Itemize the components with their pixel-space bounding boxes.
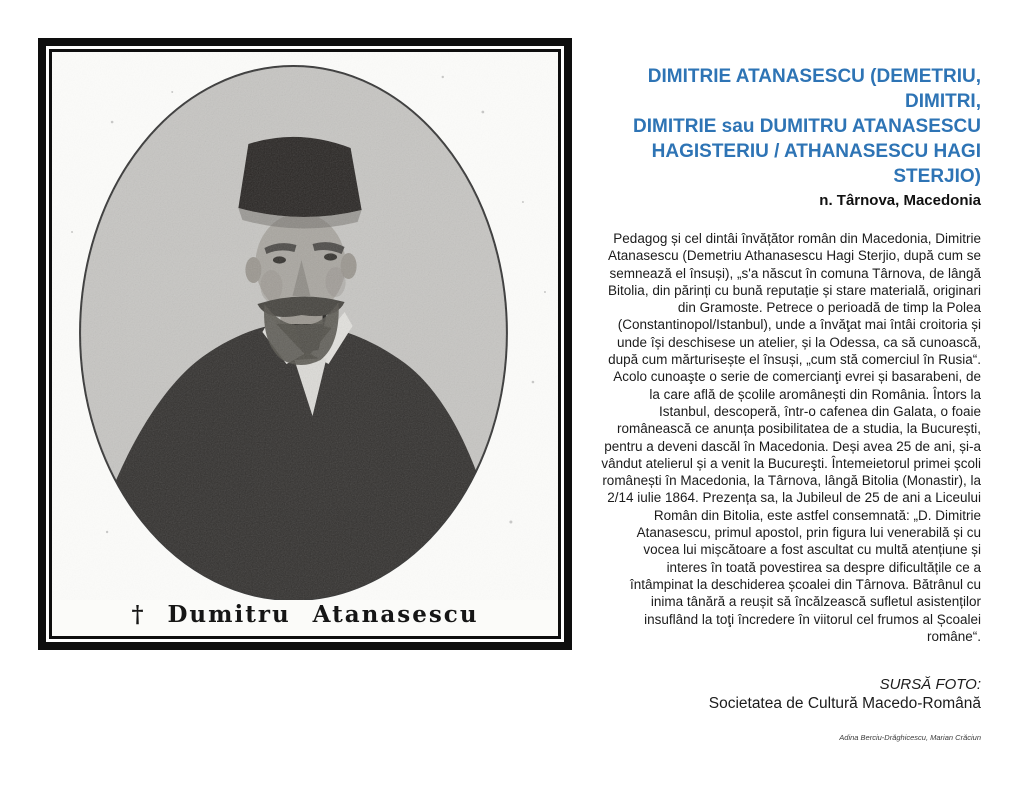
photo-source-value: Societatea de Cultură Macedo-Română xyxy=(708,695,981,713)
article-title xyxy=(600,64,981,189)
article-body-text: Pedagog și cel dintâi învățător român din Macedonia, Dimitrie Atanasescu (Demetriu Athanasescu Hagi Sterjio, după cum se semnează el însuși), „s'a născut în comuna Târnova, de lângă Bitolia, din părinți cu bună reputație și stare materială, originari din Gramoste. Petrece o perioadă de timp la Polea (Constantinopol/Istanbul), unde a învăţat mai întâi croitoria și unde își deschisese un atelier, și la Odessa, ca să cunoască, după cum mărturisește el însuși, „cum stă comerciul în Rusia“. Acolo cunoaşte o serie de comercianţi evrei și basarabeni, de la care află de școlile aromânești din România. Întors la Istanbul, descoperă, într-o cafenea din Galata, o foaie românească ce anunța posibilitatea de a studia, la București, pentru a deveni dascăl în Macedonia. Deși avea 25 de ani, și-a vândut atelierul și a venit la Bucureşti. Întemeietorul primei școli românești în Macedonia, la Târnova, lângă Bitolia (Monastir), la 2/14 iulie 1864. Prezența sa, la Jubileul de 25 de ani a Liceului Român din Bitolia, este astfel consemnată: „D. Dimitrie Atanasescu, primul apostol, prin figura lui venerabilă și cu vocea lui mișcătoare a fost ascultat cu multă atențiune și interes în toată povestirea sa despre dificultățile ce a întâmpinat la deschiderea școalei din Târnova. Bătrânul cu inima tânără a reușit să încălzească sufletul asistenților insuflând la toţi încredere în viitorul cel frumos al Școalei române“. xyxy=(601,231,981,644)
photo-source-label: SURSĂ FOTO: xyxy=(879,676,981,694)
print-grain-overlay xyxy=(52,52,558,600)
article-subtitle: n. Târnova, Macedonia xyxy=(819,192,981,209)
photo-caption: † Dumitru Atanasescu xyxy=(131,601,479,628)
portrait-illustration xyxy=(52,52,558,600)
article-column xyxy=(600,64,981,742)
title-line-3: HAGISTERIU / ATHANASESCU HAGI STERJIO) xyxy=(651,141,981,187)
title-line-2: DIMITRIE sau DUMITRU ATANASESCU xyxy=(633,116,981,137)
title-line-1: DIMITRIE ATANASESCU (DEMETRIU, DIMITRI, xyxy=(647,66,981,112)
photo-frame xyxy=(38,38,572,650)
photo-inner-frame xyxy=(49,49,561,639)
authors-credit: Adina Berciu-Drăghicescu, Marian Crăciun xyxy=(839,733,981,743)
